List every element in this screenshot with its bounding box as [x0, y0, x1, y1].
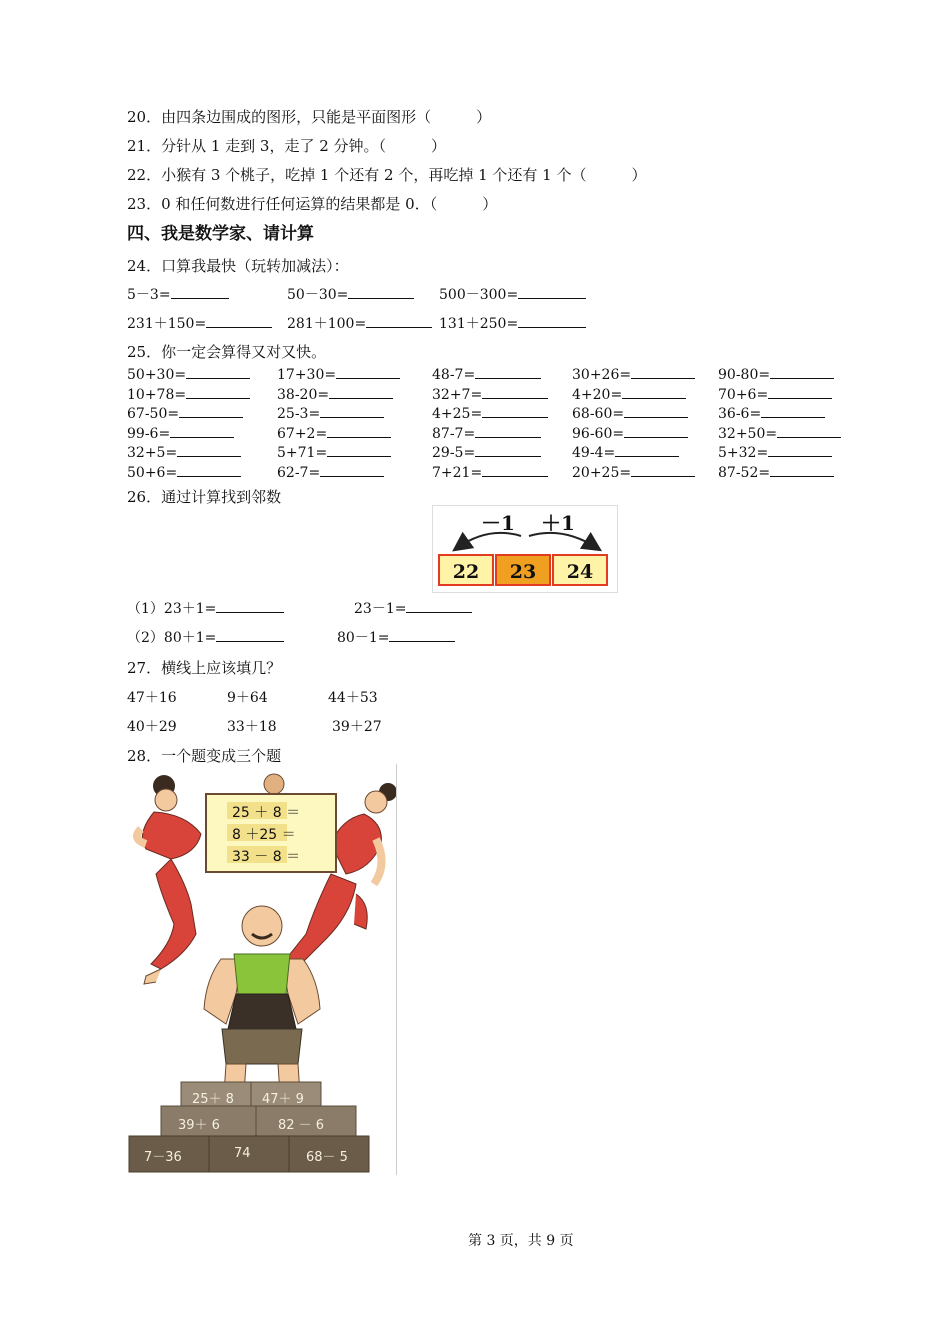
question-28-title: 28．一个题变成三个题 — [127, 747, 282, 765]
answer-blank[interactable] — [761, 403, 825, 418]
expr: 49-4= — [572, 445, 616, 461]
question-22: 22．小猴有 3 个桃子，吃掉 1 个还有 2 个，再吃掉 1 个还有 1 个（ ） — [127, 166, 647, 184]
q25-cell — [718, 442, 832, 461]
q25-cell — [277, 462, 384, 481]
answer-blank[interactable] — [482, 403, 548, 418]
question-27-title: 27．横线上应该填几？ — [127, 659, 282, 677]
answer-blank[interactable] — [336, 364, 400, 379]
expr: 68-60= — [572, 406, 625, 422]
expr: 96-60= — [572, 425, 625, 442]
arrows-svg — [433, 506, 617, 556]
q25-cell — [572, 403, 688, 422]
plus-one-label: ＋1 — [541, 511, 575, 535]
expr: 5－3= — [127, 287, 171, 303]
expr: 33＋18 — [227, 719, 277, 735]
board-problem-1: 25 ＋ 8 ＝ — [232, 805, 301, 821]
question-24-title: 24．口算我最快（玩转加减法）： — [127, 257, 349, 275]
answer-blank[interactable] — [216, 627, 284, 642]
expr: （2）80＋1= — [127, 630, 217, 646]
answer-blank[interactable] — [631, 364, 695, 379]
answer-blank[interactable] — [216, 598, 284, 613]
q25-cell — [718, 364, 834, 383]
expr: 25-3= — [277, 406, 321, 422]
answer-blank[interactable] — [177, 442, 241, 457]
question-20: 20．由四条边围成的图形，只能是平面图形（ ） — [127, 108, 492, 126]
expr: 5+32= — [718, 445, 769, 461]
expr: 67+2= — [277, 425, 328, 442]
answer-blank[interactable] — [518, 284, 586, 299]
expr: 80－1= — [337, 630, 390, 646]
q25-cell — [277, 403, 384, 422]
expr: 4+20= — [572, 386, 623, 403]
expr: 47＋16 — [127, 690, 177, 706]
expr: 32+50= — [718, 425, 778, 442]
answer-blank[interactable] — [475, 442, 541, 457]
expr: 23－1= — [354, 601, 407, 617]
expr: 48-7= — [432, 367, 476, 383]
answer-blank[interactable] — [624, 423, 688, 438]
expr: 50+30= — [127, 367, 187, 383]
q25-cell — [127, 423, 234, 442]
expr: 231＋150= — [127, 316, 207, 332]
answer-blank[interactable] — [348, 284, 414, 299]
number-box-24: 24 — [552, 554, 608, 586]
block-label: 74 — [234, 1146, 251, 1161]
expr: 38-20= — [277, 386, 330, 403]
expr: 67-50= — [127, 406, 180, 422]
expr: 99-6= — [127, 425, 171, 442]
answer-blank[interactable] — [624, 403, 688, 418]
question-26-title: 26．通过计算找到邻数 — [127, 488, 282, 506]
q25-cell — [432, 364, 541, 383]
board-problem-2: 8 ＋25 ＝ — [232, 827, 296, 843]
expr: 32+5= — [127, 445, 178, 461]
block-label: 7－36 — [144, 1150, 182, 1165]
answer-blank[interactable] — [615, 442, 679, 457]
answer-blank[interactable] — [770, 462, 834, 477]
q25-cell — [718, 384, 832, 403]
answer-blank[interactable] — [777, 423, 841, 438]
q25-cell — [127, 442, 241, 461]
q25-cell — [277, 364, 400, 383]
neighbor-number-figure — [432, 505, 618, 593]
expr: 281＋100= — [287, 316, 367, 332]
answer-blank[interactable] — [482, 462, 548, 477]
answer-blank[interactable] — [327, 423, 391, 438]
q25-cell — [127, 384, 250, 403]
answer-blank[interactable] — [622, 384, 686, 399]
q25-cell — [127, 364, 250, 383]
expr: （1）23＋1= — [127, 601, 217, 617]
answer-blank[interactable] — [179, 403, 243, 418]
q25-cell — [572, 442, 679, 461]
q25-cell — [432, 423, 541, 442]
answer-blank[interactable] — [768, 384, 832, 399]
answer-blank[interactable] — [475, 423, 541, 438]
section-4-title: 四、我是数学家、请计算 — [127, 224, 314, 244]
expr: 32+7= — [432, 386, 483, 403]
q25-cell — [432, 403, 548, 422]
answer-blank[interactable] — [475, 364, 541, 379]
answer-blank[interactable] — [320, 403, 384, 418]
expr: 7+21= — [432, 464, 483, 481]
q25-cell — [277, 423, 391, 442]
number-box-23: 23 — [495, 554, 551, 586]
q25-cell — [718, 423, 841, 442]
answer-blank[interactable] — [171, 284, 229, 299]
answer-blank[interactable] — [768, 442, 832, 457]
question-21: 21．分针从 1 走到 3，走了 2 分钟。（ ） — [127, 137, 447, 155]
expr: 500－300= — [439, 287, 519, 303]
q25-cell — [432, 442, 541, 461]
question-25-title: 25．你一定会算得又对又快。 — [127, 343, 327, 361]
expr: 20+25= — [572, 464, 632, 481]
expr: 87-7= — [432, 425, 476, 442]
expr: 17+30= — [277, 367, 337, 383]
expr: 44＋53 — [328, 690, 378, 706]
expr: 62-7= — [277, 464, 321, 481]
block-label: 47＋ 9 — [262, 1092, 304, 1107]
block-label: 82 － 6 — [278, 1118, 325, 1133]
answer-blank[interactable] — [482, 384, 548, 399]
answer-blank[interactable] — [329, 384, 393, 399]
q25-cell — [718, 403, 825, 422]
q25-cell — [277, 384, 393, 403]
expr: 4+25= — [432, 406, 483, 422]
answer-blank[interactable] — [406, 598, 472, 613]
answer-blank[interactable] — [389, 627, 455, 642]
answer-blank[interactable] — [177, 462, 241, 477]
answer-blank[interactable] — [206, 313, 272, 328]
expr: 50－30= — [287, 287, 349, 303]
answer-blank[interactable] — [770, 364, 834, 379]
q25-cell — [718, 462, 834, 481]
block-label: 25＋ 8 — [192, 1092, 234, 1107]
answer-blank[interactable] — [186, 364, 250, 379]
q25-cell — [432, 462, 548, 481]
expr: 131＋250= — [439, 316, 519, 332]
answer-blank[interactable] — [320, 462, 384, 477]
q25-cell — [277, 442, 391, 461]
answer-blank[interactable] — [518, 313, 586, 328]
q25-cell — [127, 462, 241, 481]
expr: 40＋29 — [127, 719, 177, 735]
expr: 9＋64 — [227, 690, 268, 706]
number-box-22: 22 — [438, 554, 494, 586]
q25-cell — [572, 364, 695, 383]
answer-blank[interactable] — [366, 313, 432, 328]
expr: 36-6= — [718, 406, 762, 422]
expr: 30+26= — [572, 367, 632, 383]
page-footer: 第 3 页，共 9 页 — [468, 1233, 574, 1249]
expr: 5+71= — [277, 445, 328, 461]
block-label: 68－ 5 — [306, 1150, 348, 1165]
expr: 70+6= — [718, 386, 769, 403]
answer-blank[interactable] — [631, 462, 695, 477]
q25-cell — [432, 384, 548, 403]
expr: 39＋27 — [332, 719, 382, 735]
board-problem-3: 33 － 8 ＝ — [232, 849, 301, 865]
answer-blank[interactable] — [327, 442, 391, 457]
expr: 90-80= — [718, 367, 771, 383]
q25-cell — [572, 423, 688, 442]
answer-blank[interactable] — [170, 423, 234, 438]
expr: 87-52= — [718, 464, 771, 481]
expr: 10+78= — [127, 386, 187, 403]
expr: 50+6= — [127, 464, 178, 481]
q25-cell — [572, 462, 695, 481]
q25-cell — [572, 384, 686, 403]
answer-blank[interactable] — [186, 384, 250, 399]
block-label: 39＋ 6 — [178, 1118, 220, 1133]
expr: 29-5= — [432, 445, 476, 461]
minus-one-label: －1 — [481, 511, 515, 535]
acrobat-illustration — [126, 764, 397, 1175]
question-23: 23．0 和任何数进行任何运算的结果都是 0．（ ） — [127, 195, 498, 213]
q25-cell — [127, 403, 243, 422]
